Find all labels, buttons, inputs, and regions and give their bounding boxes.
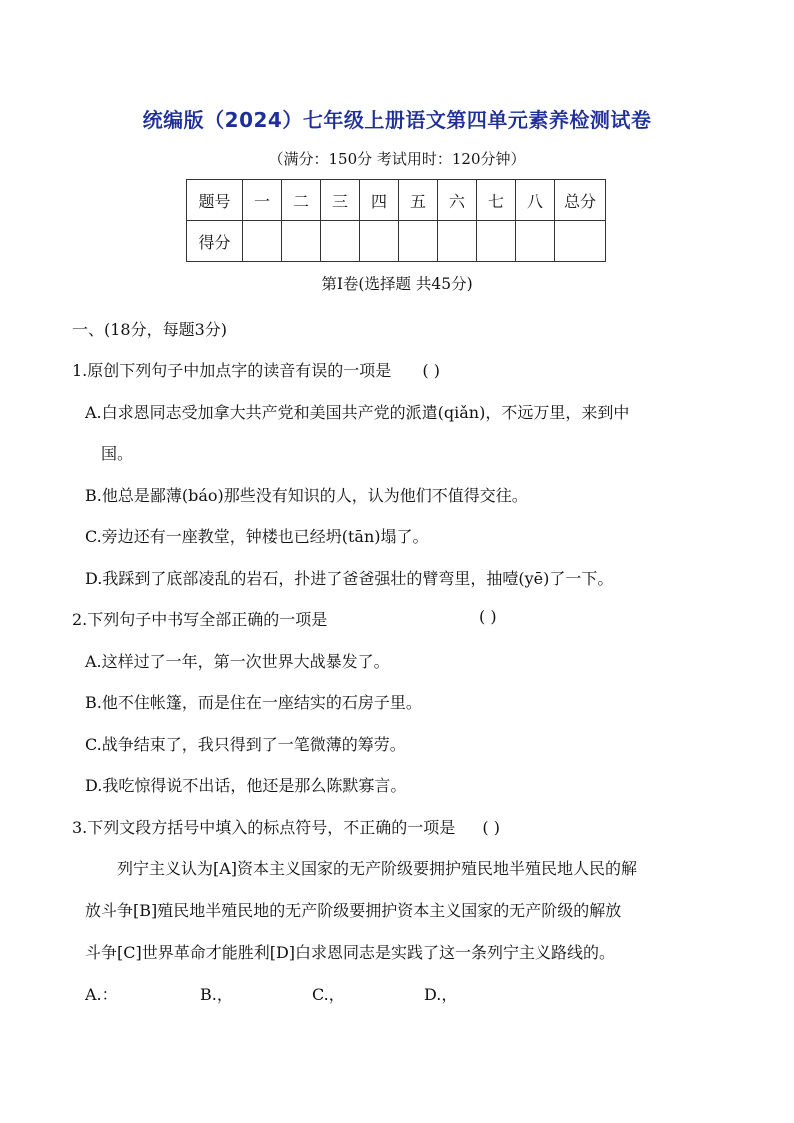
- section-heading: 第Ⅰ卷(选择题 共45分): [321, 275, 473, 293]
- score-cell: [360, 221, 399, 262]
- question-3-option-b: B.，: [200, 985, 233, 1004]
- score-table-col-4: 四: [360, 180, 399, 221]
- score-cell: [282, 221, 321, 262]
- score-cell: [516, 221, 555, 262]
- question-2-option-b: B.他不住帐篷，而是住在一座结实的石房子里。: [85, 693, 422, 712]
- question-1-option-a-line-1: A.白求恩同志受加拿大共产党和美国共产党的派遣(qiǎn)，不远万里，来到中: [85, 403, 630, 422]
- exam-title: 统编版（2024）七年级上册语文第四单元素养检测试卷: [142, 108, 652, 132]
- question-3-passage-line-3: 斗争[C]世界革命才能胜利[D]白求恩同志是实践了这一条列宁主义路线的。: [85, 943, 616, 962]
- question-2-option-d: D.我吃惊得说不出话，他还是那么陈默寡言。: [85, 776, 407, 795]
- score-table-score-label: 得分: [187, 221, 243, 262]
- question-1-stem: [72, 358, 440, 381]
- exam-meta: （满分：150分 考试用时：120分钟）: [268, 150, 526, 168]
- question-1-answer-paren: ( ): [422, 361, 440, 380]
- question-2-answer-paren: ( ): [479, 607, 497, 626]
- score-table-header-row: [187, 180, 606, 221]
- score-table: [186, 179, 606, 262]
- score-table-col-7: 七: [477, 180, 516, 221]
- question-3-text: 3.下列文段方括号中填入的标点符号，不正确的一项是: [72, 818, 456, 837]
- question-1-option-a-line-2: 国。: [101, 444, 134, 463]
- question-1-option-d: D.我踩到了底部凌乱的岩石，扑进了爸爸强壮的臂弯里，抽噎(yē)了一下。: [85, 569, 614, 588]
- question-3-answer-paren: ( ): [482, 818, 500, 837]
- score-cell: [399, 221, 438, 262]
- score-cell: [555, 221, 606, 262]
- score-table-col-total: 总分: [555, 180, 606, 221]
- score-table-row-header: 题号: [187, 180, 243, 221]
- question-1-option-b: B.他总是鄙薄(báo)那些没有知识的人，认为他们不值得交往。: [85, 486, 528, 505]
- question-2-option-c: C.战争结束了，我只得到了一笔微薄的筹劳。: [85, 735, 406, 754]
- score-table-col-5: 五: [399, 180, 438, 221]
- score-table-col-6: 六: [438, 180, 477, 221]
- question-2-option-a: A.这样过了一年，第一次世界大战暴发了。: [85, 652, 390, 671]
- score-cell: [321, 221, 360, 262]
- question-3-option-a: A.：: [85, 985, 118, 1004]
- score-table-col-3: 三: [321, 180, 360, 221]
- part-one-heading: 一、(18分，每题3分): [72, 320, 228, 339]
- question-3-passage-line-1: 列宁主义认为[A]资本主义国家的无产阶级要拥护殖民地半殖民地人民的解: [117, 859, 638, 878]
- question-3-option-d: D.，: [424, 985, 458, 1004]
- question-3-stem: [72, 815, 500, 838]
- score-table-score-row: [187, 221, 606, 262]
- question-1-text: 1.原创下列句子中加点字的读音有误的一项是: [72, 361, 392, 380]
- score-cell: [243, 221, 282, 262]
- question-2-stem: 2.下列句子中书写全部正确的一项是: [72, 610, 328, 629]
- score-cell: [438, 221, 477, 262]
- question-1-option-c: C.旁边还有一座教堂，钟楼也已经坍(tān)塌了。: [85, 527, 429, 546]
- score-table-col-1: 一: [243, 180, 282, 221]
- question-3-passage-line-2: 放斗争[B]殖民地半殖民地的无产阶级要拥护资本主义国家的无产阶级的解放: [85, 901, 622, 920]
- score-table-col-2: 二: [282, 180, 321, 221]
- score-table-col-8: 八: [516, 180, 555, 221]
- score-cell: [477, 221, 516, 262]
- question-3-option-c: C.，: [312, 985, 345, 1004]
